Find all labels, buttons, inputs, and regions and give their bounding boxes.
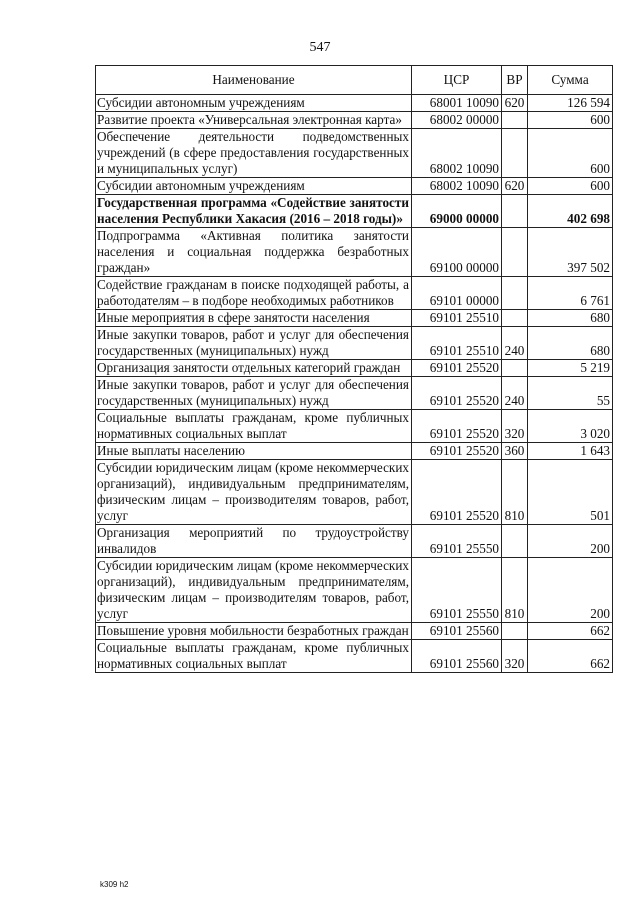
table-row: [96, 360, 613, 377]
csr-cell: 69101 25520: [412, 410, 502, 443]
vr-cell: 620: [502, 95, 528, 112]
table-row: [96, 558, 613, 623]
csr-cell: 68001 10090: [412, 95, 502, 112]
sum-cell: 200: [528, 525, 613, 558]
table-row: [96, 410, 613, 443]
csr-cell: 69100 00000: [412, 228, 502, 277]
page-number: 547: [309, 40, 331, 55]
name-cell: Иные закупки товаров, работ и услуг для обеспечения государственных (муниципальных) нужд: [96, 377, 412, 410]
table-row: [96, 95, 613, 112]
sum-cell: 5 219: [528, 360, 613, 377]
csr-cell: 69101 25520: [412, 377, 502, 410]
name-cell: Субсидии автономным учреждениям: [96, 178, 412, 195]
table-row: [96, 377, 613, 410]
vr-cell: 240: [502, 377, 528, 410]
header-vr: ВР: [502, 66, 528, 95]
csr-cell: 69101 25510: [412, 310, 502, 327]
csr-cell: 69101 25520: [412, 360, 502, 377]
table-row: [96, 623, 613, 640]
vr-cell: [502, 129, 528, 178]
sum-cell: 3 020: [528, 410, 613, 443]
vr-cell: 620: [502, 178, 528, 195]
vr-cell: 810: [502, 558, 528, 623]
csr-cell: 69101 25520: [412, 460, 502, 525]
sum-cell: 600: [528, 178, 613, 195]
vr-cell: [502, 228, 528, 277]
vr-cell: 320: [502, 410, 528, 443]
footer-code: k309 h2: [100, 880, 129, 889]
header-sum: Сумма: [528, 66, 613, 95]
table-row: [96, 178, 613, 195]
vr-cell: [502, 360, 528, 377]
vr-cell: [502, 195, 528, 228]
sum-cell: 55: [528, 377, 613, 410]
sum-cell: 402 698: [528, 195, 613, 228]
sum-cell: 662: [528, 640, 613, 673]
vr-cell: 240: [502, 327, 528, 360]
csr-cell: 68002 10090: [412, 178, 502, 195]
name-cell: Обеспечение деятельности подведомственных учреждений (в сфере предоставления государственных и муниципальных услуг): [96, 129, 412, 178]
name-cell: Развитие проекта «Универсальная электронная карта»: [96, 112, 412, 129]
vr-cell: 810: [502, 460, 528, 525]
header-name: Наименование: [96, 66, 412, 95]
name-cell: Государственная программа «Содействие занятости населения Республики Хакасия (2016 – 2018 годы)»: [96, 195, 412, 228]
csr-cell: 69101 25550: [412, 525, 502, 558]
table-row: [96, 460, 613, 525]
name-cell: Иные мероприятия в сфере занятости населения: [96, 310, 412, 327]
sum-cell: 600: [528, 112, 613, 129]
csr-cell: 69101 25550: [412, 558, 502, 623]
name-cell: Организация мероприятий по трудоустройству инвалидов: [96, 525, 412, 558]
name-cell: Субсидии юридическим лицам (кроме некоммерческих организаций), индивидуальным предпринимателям, физическим лицам – производителям товаров, работ, услуг: [96, 558, 412, 623]
sum-cell: 200: [528, 558, 613, 623]
name-cell: Подпрограмма «Активная политика занятости населения и социальная поддержка безработных граждан»: [96, 228, 412, 277]
csr-cell: 69101 25510: [412, 327, 502, 360]
name-cell: Содействие гражданам в поиске подходящей работы, а работодателям – в подборе необходимых работников: [96, 277, 412, 310]
csr-cell: 69101 25560: [412, 623, 502, 640]
table-body: [96, 95, 613, 673]
name-cell: Субсидии юридическим лицам (кроме некоммерческих организаций), индивидуальным предпринимателям, физическим лицам – производителям товаров, работ, услуг: [96, 460, 412, 525]
name-cell: Иные закупки товаров, работ и услуг для обеспечения государственных (муниципальных) нужд: [96, 327, 412, 360]
sum-cell: 600: [528, 129, 613, 178]
table-row: [96, 112, 613, 129]
vr-cell: [502, 623, 528, 640]
sum-cell: 126 594: [528, 95, 613, 112]
name-cell: Субсидии автономным учреждениям: [96, 95, 412, 112]
sum-cell: 680: [528, 310, 613, 327]
table-row: [96, 129, 613, 178]
table-row: [96, 640, 613, 673]
vr-cell: [502, 277, 528, 310]
table-row: [96, 443, 613, 460]
table-row: [96, 277, 613, 310]
sum-cell: 6 761: [528, 277, 613, 310]
header-csr: ЦСР: [412, 66, 502, 95]
table-row: [96, 310, 613, 327]
vr-cell: [502, 112, 528, 129]
csr-cell: 69101 25520: [412, 443, 502, 460]
csr-cell: 69101 25560: [412, 640, 502, 673]
vr-cell: 320: [502, 640, 528, 673]
name-cell: Организация занятости отдельных категорий граждан: [96, 360, 412, 377]
csr-cell: 68002 10090: [412, 129, 502, 178]
name-cell: Иные выплаты населению: [96, 443, 412, 460]
sum-cell: 397 502: [528, 228, 613, 277]
table-row: [96, 327, 613, 360]
csr-cell: 68002 00000: [412, 112, 502, 129]
budget-table: [95, 65, 613, 673]
vr-cell: [502, 310, 528, 327]
vr-cell: [502, 525, 528, 558]
table-header-row: [96, 66, 613, 95]
name-cell: Повышение уровня мобильности безработных граждан: [96, 623, 412, 640]
csr-cell: 69101 00000: [412, 277, 502, 310]
name-cell: Социальные выплаты гражданам, кроме публичных нормативных социальных выплат: [96, 640, 412, 673]
table-row: [96, 525, 613, 558]
vr-cell: 360: [502, 443, 528, 460]
csr-cell: 69000 00000: [412, 195, 502, 228]
table-row: [96, 195, 613, 228]
sum-cell: 501: [528, 460, 613, 525]
sum-cell: 1 643: [528, 443, 613, 460]
table-row: [96, 228, 613, 277]
sum-cell: 680: [528, 327, 613, 360]
name-cell: Социальные выплаты гражданам, кроме публичных нормативных социальных выплат: [96, 410, 412, 443]
sum-cell: 662: [528, 623, 613, 640]
